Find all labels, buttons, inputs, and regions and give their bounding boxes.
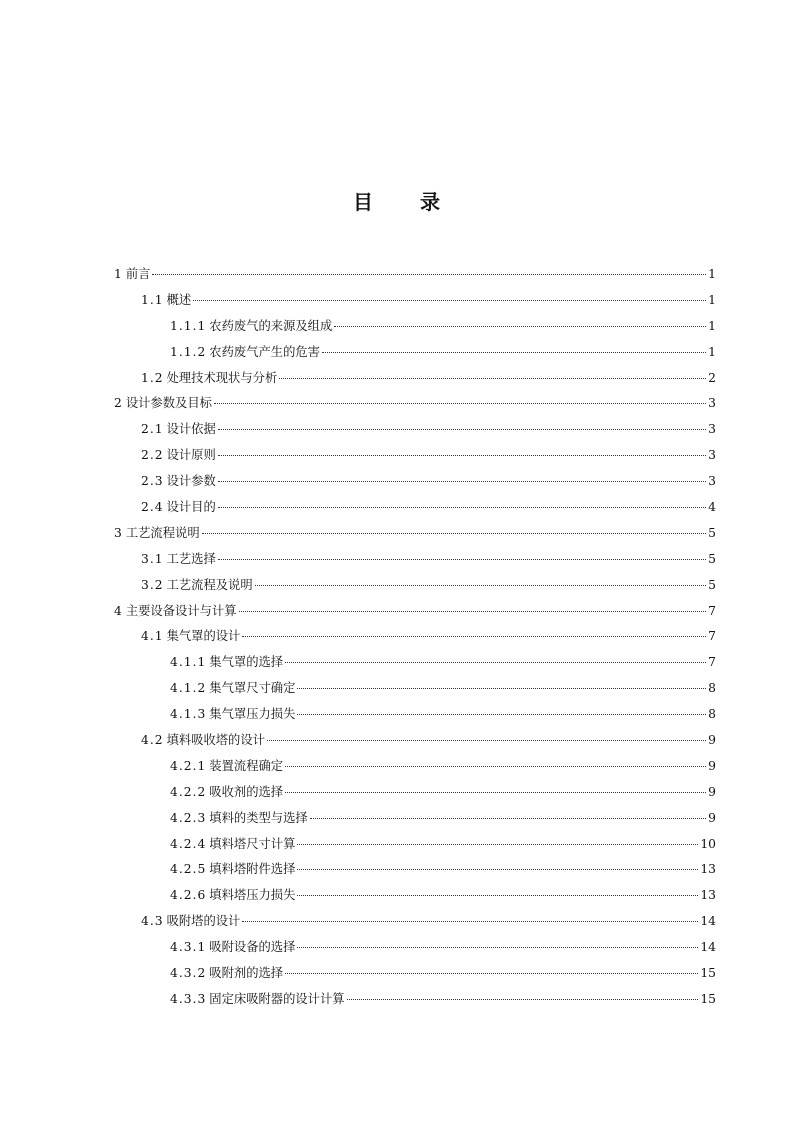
- toc-entry[interactable]: [114, 443, 716, 469]
- toc-dot-leader: [152, 274, 706, 275]
- toc-entry-title: 概述: [166, 292, 192, 307]
- toc-entry-page: 10: [700, 836, 716, 851]
- toc-entry-page: 5: [708, 551, 716, 566]
- toc-dot-leader: [242, 636, 706, 637]
- toc-entry-title: 工艺流程说明: [125, 525, 200, 540]
- toc-entry-number: 4.3.2: [170, 966, 207, 981]
- toc-entry-title: 前言: [125, 267, 151, 281]
- toc-dot-leader: [297, 688, 706, 689]
- toc-dot-leader: [297, 947, 698, 948]
- toc-entry-number: 4.2.4: [170, 836, 207, 851]
- toc-entry-title: 吸附剂的选择: [209, 966, 284, 981]
- toc-dot-leader: [297, 895, 698, 896]
- toc-entry-title: 吸收剂的选择: [209, 784, 284, 799]
- toc-entry-number: 1.2: [141, 370, 164, 385]
- toc-entry-number: 4.3.3: [170, 991, 207, 1006]
- toc-entry-number: 4.2.3: [170, 810, 207, 825]
- toc-entry-number: 1: [114, 267, 123, 281]
- toc-entry-page: 15: [700, 966, 716, 981]
- toc-entry-title: 填料塔压力损失: [209, 888, 296, 903]
- toc-entry-page: 15: [700, 991, 716, 1006]
- toc-entry[interactable]: [114, 573, 716, 599]
- toc-entry[interactable]: [114, 624, 716, 650]
- toc-entry[interactable]: [114, 935, 716, 961]
- toc-entry-title: 农药废气产生的危害: [209, 344, 320, 359]
- toc-dot-leader: [255, 585, 707, 586]
- toc-entry-number: 3.1: [141, 551, 164, 566]
- toc-dot-leader: [279, 378, 706, 379]
- toc-dot-leader: [310, 818, 706, 819]
- toc-dot-leader: [285, 766, 706, 767]
- toc-entry-page: 7: [708, 603, 716, 618]
- toc-entry[interactable]: [114, 391, 716, 417]
- toc-entry[interactable]: [114, 806, 716, 832]
- toc-entry-number: 4.1.2: [170, 681, 207, 696]
- toc-entry-title: 集气罩的设计: [166, 629, 241, 644]
- toc-entry-page: 1: [708, 318, 716, 333]
- toc-entry-page: 9: [708, 758, 716, 773]
- toc-entry[interactable]: [114, 262, 716, 288]
- toc-entry-title: 填料塔尺寸计算: [209, 836, 296, 851]
- toc-entry-page: 3: [708, 474, 716, 489]
- toc-entry-number: 3: [114, 525, 123, 540]
- toc-entry-page: 3: [708, 448, 716, 463]
- toc-entry[interactable]: [114, 728, 716, 754]
- toc-entry-title: 设计依据: [166, 422, 216, 437]
- toc-entry-number: 4.3: [141, 914, 164, 929]
- toc-entry-number: 4.1.1: [170, 655, 207, 670]
- toc-entry-number: 2: [114, 396, 123, 411]
- toc-entry-number: 2.4: [141, 500, 164, 515]
- toc-entry-title: 集气罩压力损失: [209, 707, 296, 722]
- toc-entry-title: 集气罩尺寸确定: [209, 681, 296, 696]
- toc-entry-number: 4.1.3: [170, 707, 207, 722]
- toc-entry-page: 8: [708, 707, 716, 722]
- toc-entry-page: 2: [708, 370, 716, 385]
- toc-entry-page: 14: [700, 914, 716, 929]
- toc-dot-leader: [322, 352, 706, 353]
- toc-entry-page: 3: [708, 396, 716, 411]
- toc-entry-number: 1.1.1: [170, 318, 207, 333]
- table-of-contents: [114, 262, 716, 1013]
- toc-entry-page: 9: [708, 784, 716, 799]
- toc-entry-title: 集气罩的选择: [209, 655, 284, 670]
- toc-entry-number: 4.2.2: [170, 784, 207, 799]
- toc-entry[interactable]: [114, 883, 716, 909]
- toc-entry-title: 填料的类型与选择: [209, 810, 308, 825]
- toc-entry-title: 设计目的: [166, 500, 216, 515]
- toc-entry[interactable]: [114, 366, 716, 392]
- toc-entry-title: 设计原则: [166, 448, 216, 463]
- toc-entry[interactable]: [114, 314, 716, 340]
- toc-entry[interactable]: [114, 754, 716, 780]
- toc-dot-leader: [285, 662, 706, 663]
- toc-entry-page: 14: [700, 940, 716, 955]
- toc-dot-leader: [297, 869, 698, 870]
- toc-entry-number: 4.2.1: [170, 758, 207, 773]
- toc-dot-leader: [334, 326, 706, 327]
- toc-dot-leader: [218, 429, 706, 430]
- toc-entry-title: 工艺流程及说明: [166, 577, 253, 592]
- toc-entry[interactable]: [114, 961, 716, 987]
- toc-entry-number: 1.1.2: [170, 344, 207, 359]
- toc-dot-leader: [347, 999, 699, 1000]
- toc-entry-number: 4.2.6: [170, 888, 207, 903]
- toc-entry[interactable]: [114, 702, 716, 728]
- toc-dot-leader: [214, 403, 706, 404]
- toc-entry[interactable]: [114, 832, 716, 858]
- toc-dot-leader: [297, 844, 698, 845]
- toc-dot-leader: [218, 481, 706, 482]
- toc-entry-title: 设计参数及目标: [125, 396, 212, 411]
- toc-dot-leader: [242, 921, 698, 922]
- toc-dot-leader: [267, 740, 706, 741]
- toc-entry[interactable]: [114, 469, 716, 495]
- toc-dot-leader: [218, 507, 706, 508]
- toc-entry-title: 吸附设备的选择: [209, 940, 296, 955]
- toc-entry[interactable]: [114, 521, 716, 547]
- toc-entry[interactable]: [114, 676, 716, 702]
- toc-entry-title: 主要设备设计与计算: [125, 603, 237, 618]
- toc-dot-leader: [297, 714, 706, 715]
- toc-entry[interactable]: [114, 288, 716, 314]
- toc-entry[interactable]: [114, 780, 716, 806]
- toc-entry-page: 3: [708, 422, 716, 437]
- toc-entry[interactable]: [114, 857, 716, 883]
- toc-entry-page: 13: [700, 862, 716, 877]
- toc-entry-title: 农药废气的来源及组成: [209, 318, 333, 333]
- toc-entry-page: 13: [700, 888, 716, 903]
- toc-entry-number: 2.3: [141, 474, 164, 489]
- toc-entry[interactable]: [114, 987, 716, 1013]
- toc-entry-number: 1.1: [141, 292, 164, 307]
- toc-entry[interactable]: [114, 547, 716, 573]
- toc-entry-number: 4: [114, 603, 123, 618]
- toc-entry-title: 填料吸收塔的设计: [166, 733, 265, 748]
- toc-entry-page: 9: [708, 733, 716, 748]
- toc-entry[interactable]: [114, 909, 716, 935]
- toc-entry-page: 4: [708, 500, 716, 515]
- toc-entry-page: 9: [708, 810, 716, 825]
- toc-entry-title: 固定床吸附器的设计计算: [209, 991, 345, 1006]
- toc-entry-title: 填料塔附件选择: [209, 862, 296, 877]
- toc-entry[interactable]: [114, 417, 716, 443]
- toc-dot-leader: [193, 300, 706, 301]
- toc-entry-title: 工艺选择: [166, 551, 216, 566]
- toc-entry-page: 7: [708, 629, 716, 644]
- toc-dot-leader: [285, 973, 698, 974]
- toc-entry-number: 4.2.5: [170, 862, 207, 877]
- toc-dot-leader: [285, 792, 706, 793]
- toc-entry-page: 7: [708, 655, 716, 670]
- toc-entry-page: 8: [708, 681, 716, 696]
- toc-entry-page: 5: [708, 525, 716, 540]
- toc-entry[interactable]: [114, 495, 716, 521]
- toc-entry-number: 4.1: [141, 629, 164, 644]
- toc-dot-leader: [218, 559, 706, 560]
- toc-entry-title: 处理技术现状与分析: [166, 370, 278, 385]
- toc-dot-leader: [202, 533, 707, 534]
- toc-entry-title: 装置流程确定: [209, 758, 284, 773]
- toc-entry-page: 1: [708, 344, 716, 359]
- toc-entry-number: 4.3.1: [170, 940, 207, 955]
- toc-entry-number: 2.1: [141, 422, 164, 437]
- toc-entry-page: 5: [708, 577, 716, 592]
- toc-entry[interactable]: [114, 650, 716, 676]
- toc-entry[interactable]: [114, 340, 716, 366]
- toc-entry-page: 1: [708, 267, 716, 281]
- toc-dot-leader: [239, 611, 707, 612]
- toc-entry-page: 1: [708, 292, 716, 307]
- toc-entry-number: 3.2: [141, 577, 164, 592]
- toc-entry-title: 设计参数: [166, 474, 216, 489]
- toc-entry-title: 吸附塔的设计: [166, 914, 241, 929]
- toc-entry-number: 2.2: [141, 448, 164, 463]
- toc-dot-leader: [218, 455, 706, 456]
- page-title: 目 录: [353, 190, 460, 214]
- toc-entry[interactable]: [114, 599, 716, 625]
- toc-entry-number: 4.2: [141, 733, 164, 748]
